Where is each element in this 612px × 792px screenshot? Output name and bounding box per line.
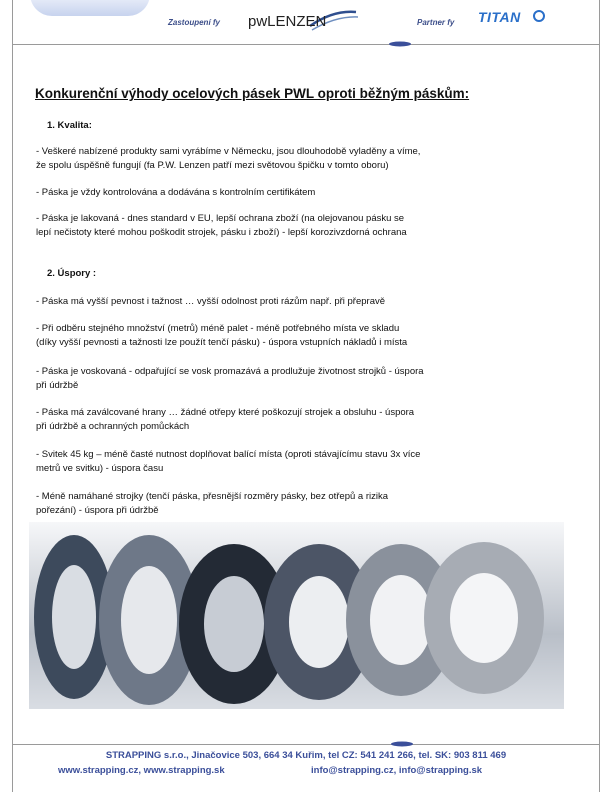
bullet-line: - Páska je voskovaná - odpařující se vosk promazává a prodlužuje životnost strojků - úspora xyxy=(36,366,424,377)
bullet-line: že spolu úspěšně fungují (fa P.W. Lenzen patří mezi světovou špičku v tomto oboru) xyxy=(36,160,389,171)
bullet-line: (díky vyšší pevnosti a tažnosti lze použít tenčí pásku) - úspora vstupních nákladů i místa xyxy=(36,337,408,348)
bullet-line: - Páska má zaválcované hrany … žádné otřepy které poškozují strojek a obsluhu - úspora xyxy=(36,407,415,418)
bullet-line: - Při odběru stejného množství (metrů) méně palet - méně potřebného místa ve skladu xyxy=(36,323,400,334)
page-frame-right xyxy=(599,0,600,792)
bullet-line: - Veškeré nabízené produkty sami vyrábíme v Německu, jsou dlouhodobě vyladěny a víme, xyxy=(36,146,421,157)
footer-ornament-icon xyxy=(390,741,414,747)
divider-ornament-icon xyxy=(388,41,412,47)
bullet-line: - Páska je lakovaná - dnes standard v EU, lepší ochrana zboží (na olejovanou pásku se xyxy=(36,213,405,224)
partner-label: Partner fy xyxy=(417,18,455,27)
footer-address: STRAPPING s.r.o., Jinačovice 503, 664 34 Kuřim, tel CZ: 541 241 266, tel. SK: 903 811 469 xyxy=(105,750,507,761)
bullet-line: - Méně namáhané strojky (tenčí páska, přesnější rozměry pásky, bez otřepů a rizika xyxy=(36,491,389,502)
representative-label: Zastoupení fy xyxy=(168,18,221,27)
section-heading: 1. Kvalita: xyxy=(47,120,92,131)
bullet-line: pořezání) - úspora při údržbě xyxy=(36,505,159,516)
lenzen-logo-text: pwLENZEN xyxy=(248,13,327,30)
steel-strap-coils-photo xyxy=(29,522,564,709)
strapping-logo xyxy=(30,0,150,16)
bullet-line: při údržbě a ochranných pomůckách xyxy=(36,421,190,432)
lenzen-logo xyxy=(248,8,358,34)
titan-logo: TITAN xyxy=(478,9,521,25)
bullet-line: - Páska má vyšší pevnost i tažnost … vyšší odolnost proti rázům např. při přepravě xyxy=(36,296,386,307)
footer-divider xyxy=(12,744,600,745)
bullet-line: - Svitek 45 kg – méně časté nutnost doplňovat balící místa (oproti stávajícímu stavu 3x více xyxy=(36,449,421,460)
page-title: Konkurenční výhody ocelových pásek PWL oproti běžným páskům: xyxy=(35,86,470,101)
section-heading: 2. Úspory : xyxy=(47,268,97,279)
header-divider xyxy=(12,44,600,45)
bullet-line: - Páska je vždy kontrolována a dodávána s kontrolním certifikátem xyxy=(36,187,316,198)
page-frame-left xyxy=(12,0,13,792)
header xyxy=(0,0,612,48)
titan-ring-icon xyxy=(533,10,545,22)
footer-email-links[interactable]: info@strapping.cz, info@strapping.sk xyxy=(311,765,483,776)
bullet-line: metrů ve svitku) - úspora času xyxy=(36,463,164,474)
bullet-line: lepí nečistoty které mohou poškodit strojek, pásku i zboží) - lepší korozivzdorná ochrana xyxy=(36,227,407,238)
footer-web-links[interactable]: www.strapping.cz, www.strapping.sk xyxy=(58,765,225,776)
bullet-line: při údržbě xyxy=(36,380,79,391)
